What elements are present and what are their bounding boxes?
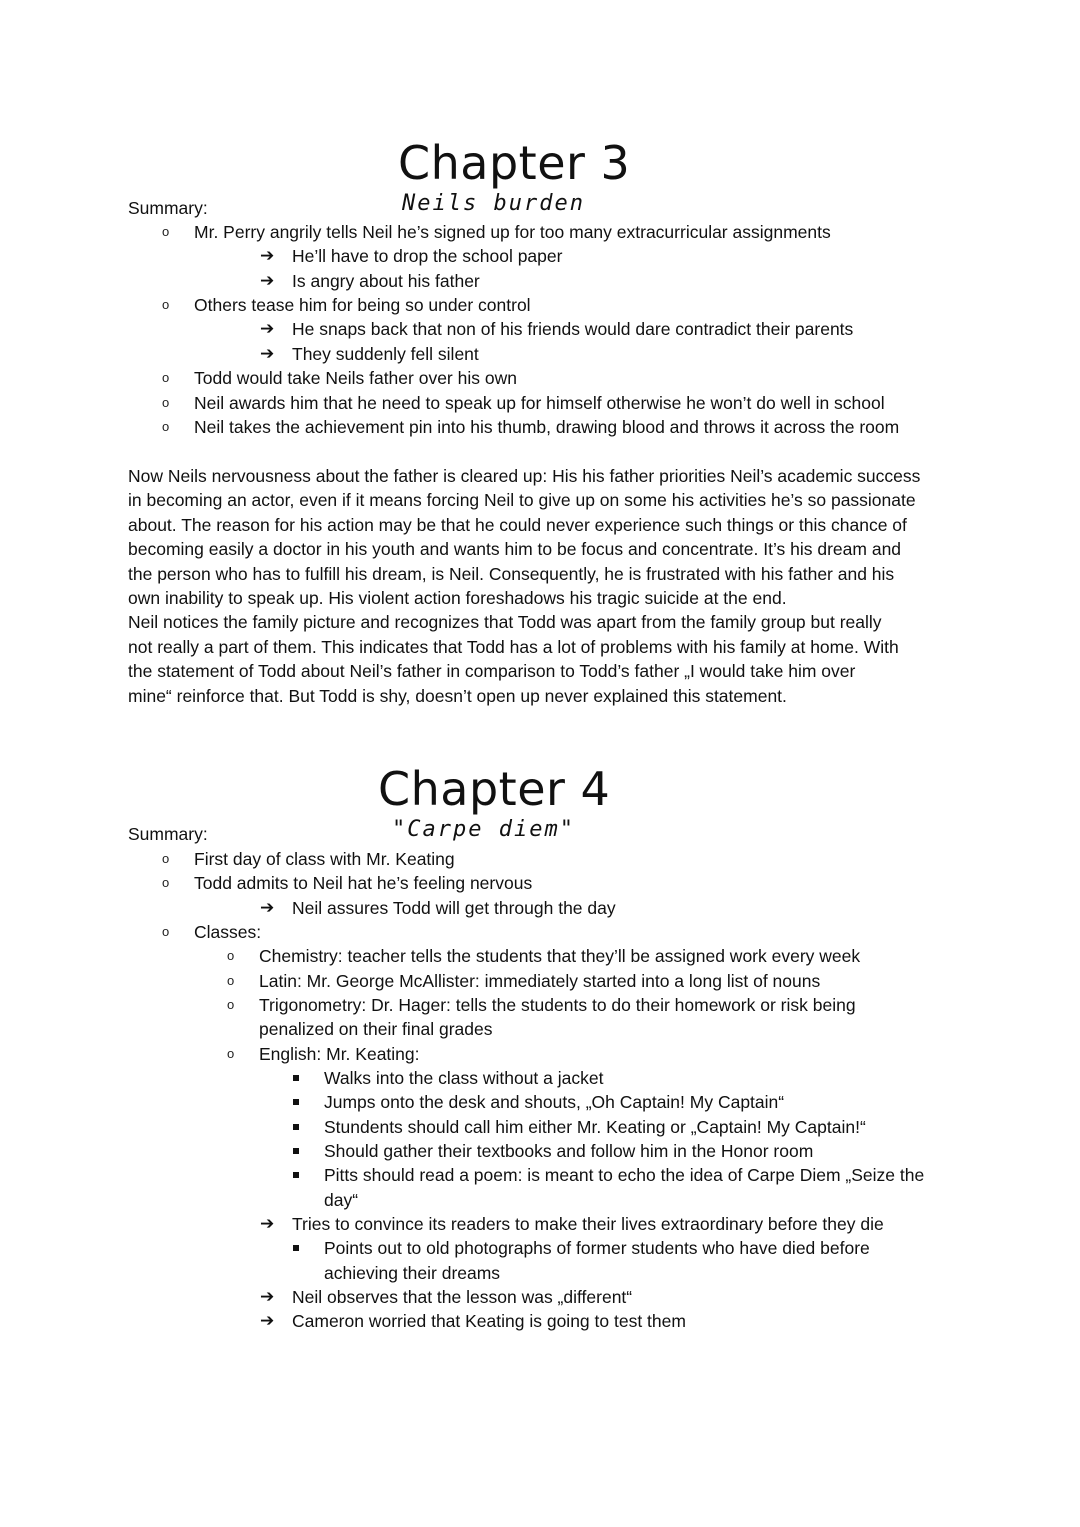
- list-item: Neil assures Todd will get through the day: [292, 898, 616, 918]
- paragraph-line: own inability to speak up. His violent action foreshadows his tragic suicide at the end.: [128, 588, 787, 609]
- square-bullet-icon: [293, 1099, 299, 1105]
- paragraph-line: the statement of Todd about Neil’s father in comparison to Todd’s father „I would take him over: [128, 661, 856, 682]
- square-bullet-icon: [293, 1075, 299, 1081]
- circle-bullet-icon: o: [227, 948, 235, 963]
- list-item: Walks into the class without a jacket: [324, 1068, 604, 1088]
- list-item: Cameron worried that Keating is going to test them: [292, 1311, 686, 1331]
- chapter-4-summary-label: Summary:: [128, 824, 208, 844]
- circle-bullet-icon: o: [227, 973, 235, 988]
- list-item: Neil observes that the lesson was „different“: [292, 1287, 633, 1307]
- square-bullet-icon: [293, 1148, 299, 1154]
- circle-bullet-icon: o: [162, 370, 170, 385]
- arrow-bullet-icon: ➔: [260, 1214, 275, 1233]
- list-item: Others tease him for being so under control: [194, 295, 531, 315]
- list-item: Latin: Mr. George McAllister: immediately started into a long list of nouns: [259, 971, 821, 991]
- list-item: Points out to old photographs of former students who have died before: [324, 1238, 870, 1258]
- circle-bullet-icon: o: [162, 224, 170, 239]
- circle-bullet-icon: o: [162, 875, 170, 890]
- list-item: Should gather their textbooks and follow him in the Honor room: [324, 1141, 814, 1161]
- chapter-3-subtitle: Neils burden: [402, 191, 585, 216]
- circle-bullet-icon: o: [162, 395, 170, 410]
- list-item-continuation: penalized on their final grades: [259, 1019, 493, 1039]
- list-item-continuation: achieving their dreams: [324, 1263, 501, 1283]
- arrow-bullet-icon: ➔: [260, 344, 275, 363]
- chapter-3-analysis-paragraph: [128, 464, 958, 708]
- list-item: First day of class with Mr. Keating: [194, 849, 455, 869]
- paragraph-line: about. The reason for his action may be that he could never experience such things or this chance of: [128, 514, 907, 535]
- list-item: He’ll have to drop the school paper: [292, 246, 563, 266]
- arrow-bullet-icon: ➔: [260, 246, 275, 265]
- circle-bullet-icon: o: [162, 924, 170, 939]
- square-bullet-icon: [293, 1172, 299, 1178]
- circle-bullet-icon: o: [162, 851, 170, 866]
- list-item: Classes:: [194, 922, 262, 942]
- arrow-bullet-icon: ➔: [260, 319, 275, 338]
- list-item: He snaps back that non of his friends would dare contradict their parents: [292, 319, 854, 339]
- list-item: They suddenly fell silent: [292, 344, 479, 364]
- arrow-bullet-icon: ➔: [260, 898, 275, 917]
- arrow-bullet-icon: ➔: [260, 1311, 275, 1330]
- paragraph-line: Now Neils nervousness about the father is cleared up: His his father priorities Neil’s academic success: [128, 466, 921, 486]
- paragraph-line: becoming easily a doctor in his youth and wants him to be focus and concentrate. It’s his dream and: [128, 539, 902, 560]
- arrow-bullet-icon: ➔: [260, 271, 275, 290]
- list-item: Trigonometry: Dr. Hager: tells the students to do their homework or risk being: [259, 995, 856, 1015]
- list-item: English: Mr. Keating:: [259, 1044, 420, 1064]
- chapter-4-title: Chapter 4: [378, 762, 611, 816]
- list-item: Neil awards him that he need to speak up for himself otherwise he won’t do well in school: [194, 393, 885, 413]
- chapter-4-subtitle: "Carpe diem": [392, 817, 575, 842]
- circle-bullet-icon: o: [227, 997, 235, 1012]
- list-item: Stundents should call him either Mr. Keating or „Captain! My Captain!“: [324, 1117, 866, 1137]
- chapter-3-title: Chapter 3: [398, 136, 631, 190]
- list-item: Todd would take Neils father over his own: [194, 368, 517, 388]
- paragraph-line: the person who has to fulfill his dream, is Neil. Consequently, he is frustrated with his father and his: [128, 563, 895, 584]
- paragraph-line: in becoming an actor, even if it means forcing Neil to give up on some his activities he’s so passionate: [128, 490, 916, 511]
- list-item: Tries to convince its readers to make their lives extraordinary before they die: [292, 1214, 884, 1234]
- list-item: Mr. Perry angrily tells Neil he’s signed up for too many extracurricular assignments: [194, 222, 831, 242]
- paragraph-line: mine“ reinforce that. But Todd is shy, doesn’t open up never explained this statement.: [128, 685, 787, 706]
- list-item-continuation: day“: [324, 1190, 359, 1210]
- circle-bullet-icon: o: [162, 419, 170, 434]
- list-item: Pitts should read a poem: is meant to echo the idea of Carpe Diem „Seize the: [324, 1165, 925, 1185]
- list-item: Is angry about his father: [292, 271, 480, 291]
- list-item: Chemistry: teacher tells the students that they’ll be assigned work every week: [259, 946, 861, 966]
- chapter-3-summary-label: Summary:: [128, 198, 208, 218]
- arrow-bullet-icon: ➔: [260, 1287, 275, 1306]
- paragraph-line: not really a part of them. This indicates that Todd has a lot of problems with his family at home. With: [128, 636, 899, 657]
- list-item: Neil takes the achievement pin into his thumb, drawing blood and throws it across the room: [194, 417, 900, 437]
- paragraph-line: Neil notices the family picture and recognizes that Todd was apart from the family group but really: [128, 612, 882, 633]
- list-item: Jumps onto the desk and shouts, „Oh Captain! My Captain“: [324, 1092, 785, 1112]
- circle-bullet-icon: o: [162, 297, 170, 312]
- circle-bullet-icon: o: [227, 1046, 235, 1061]
- square-bullet-icon: [293, 1245, 299, 1251]
- list-item: Todd admits to Neil hat he’s feeling nervous: [194, 873, 533, 893]
- square-bullet-icon: [293, 1124, 299, 1130]
